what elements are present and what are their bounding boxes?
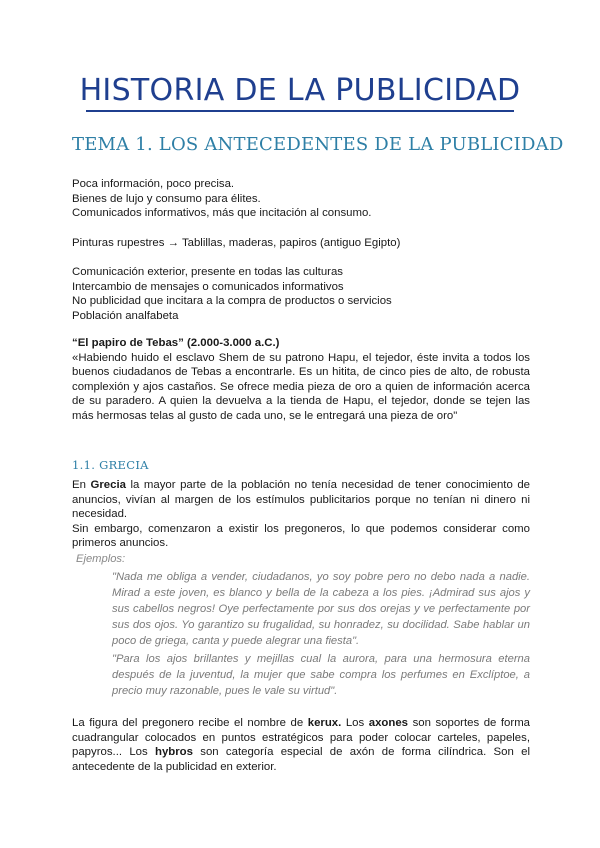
grecia-paragraph-2: Sin embargo, comenzaron a existir los pregoneros, lo que podemos considerar como primeros anuncios.: [72, 522, 530, 550]
intro-line: Comunicados informativos, más que incitación al consumo.: [72, 207, 372, 220]
title-underline: [86, 110, 514, 112]
intro-list-1: [72, 177, 530, 221]
quote-1: "Nada me obliga a vender, ciudadanos, yo soy pobre pero no debo nada a nadie. Mirad a este joven, es blanco y bella de la cabeza a los pies. ¡Admirad sus ajos y sus cabellos negros! Oye perfectamente por sus dos orejas y ve perfectamente por sus dos ojos. Yo garantizo su frugalidad, su honradez, su docilidad. Sabe hablar un poco de griega, canta y puede alegrar una fiesta".: [112, 571, 530, 647]
document-title: HISTORIA DE LA PUBLICIDAD: [79, 73, 521, 108]
intro-list-3: [72, 265, 530, 323]
intro-line: No publicidad que incitara a la compra de productos o servicios: [72, 295, 392, 308]
intro-line: Población analfabeta: [72, 309, 179, 322]
pregonero-paragraph: La figura del pregonero recibe el nombre de kerux. Los axones son soportes de forma cuadrangular colocados en puntos estratégicos para poder colocar carteles, papeles, papyros... Los hybros son categoría especial de axón de forma cilíndrica. Son el antecedente de la publicidad en exterior.: [72, 717, 531, 773]
ejemplos-label: Ejemplos:: [76, 553, 126, 565]
intro-line: Intercambio de mensajes o comunicados informativos: [72, 280, 344, 293]
grecia-paragraph-1: En Grecia la mayor parte de la población no tenía necesidad de tener conocimiento de anuncios, vivían al margen de los estímulos publicitarios porque no tenían ni dinero ni necesidad.: [72, 479, 531, 521]
papiro-section: [72, 336, 530, 424]
intro-line: Poca información, poco precisa.: [72, 178, 235, 190]
papiro-text: «Habiendo huido el esclavo Shem de su patrono Hapu, el tejedor, éste invita a todos los buenos ciudadanos de Tebas a encontrarle. Es un hitita, de cinco pies de alto, de robusta complexión y ajos castaños. Se ofrece media pieza de oro a quien de información acerca de su paradero. A quien la devuelva a la tienda de Hapu, el tejedor, donde se tejen las más hermosas telas al gusto de cada uno, se le entregará una pieza de oro": [72, 351, 530, 422]
pinturas-line: Pinturas rupestres → Tablillas, maderas, papiros (antiguo Egipto): [72, 237, 401, 249]
grecia-heading: 1.1. GRECIA: [72, 458, 149, 472]
grecia-paragraphs: [72, 478, 530, 551]
papiro-heading: “El papiro de Tebas” (2.000-3.000 a.C.): [72, 337, 280, 349]
quote-2: "Para los ajos brillantes y mejillas cual la aurora, para una hermosura eterna después de la juventud, la mujer que sabe compra los perfumes en Exclíptoe, a precio muy razonable, pues le vale su virtud".: [112, 653, 530, 697]
intro-line: Comunicación exterior, presente en todas las culturas: [72, 266, 343, 278]
tema-heading: TEMA 1. LOS ANTECEDENTES DE LA PUBLICIDAD: [72, 134, 564, 155]
intro-line-2: [72, 236, 530, 251]
intro-line: Bienes de lujo y consumo para élites.: [72, 192, 261, 205]
